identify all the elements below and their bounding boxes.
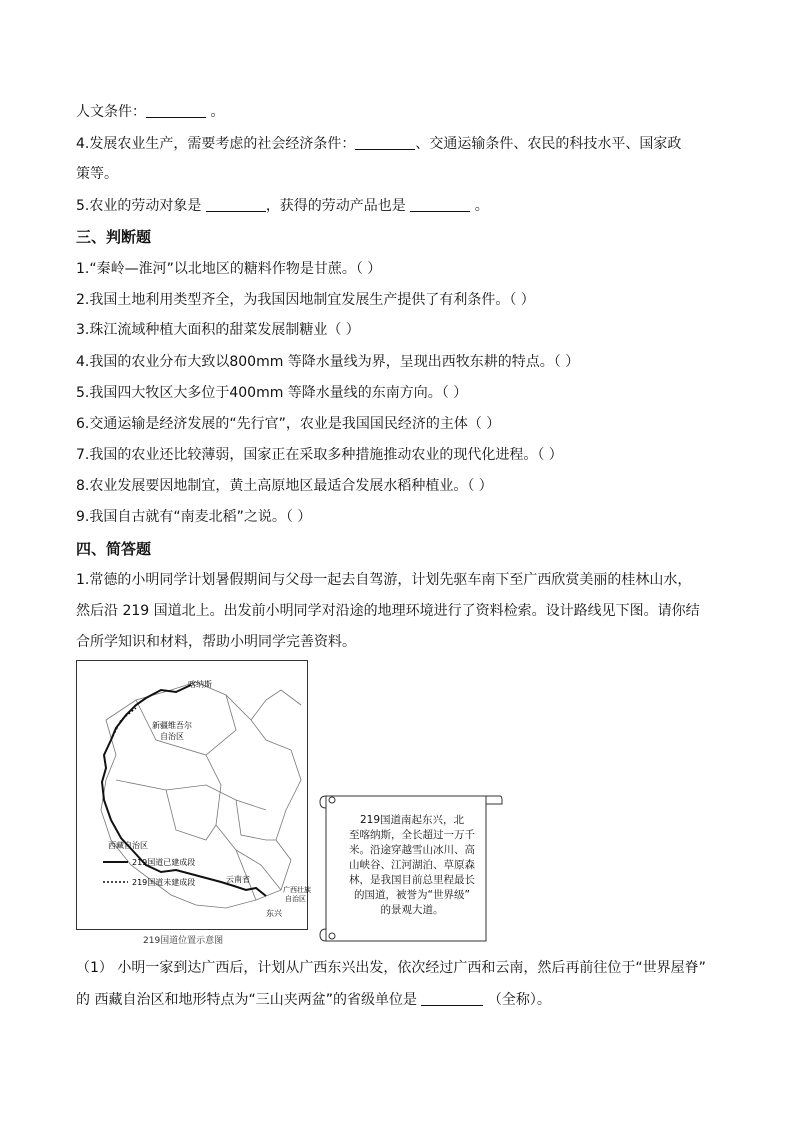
text: 4.发展农业生产，需要考虑的社会经济条件： — [76, 136, 356, 152]
judgment-item-3: 3.珠江流域种植大面积的甜菜发展制糖业（ ） — [76, 322, 360, 338]
subquestion-1-line-1: （1） 小明一家到达广西后，计划从广西东兴出发，依次经过广西和云南，然后再前往位于“世界屋脊” — [76, 960, 706, 976]
legend-unbuilt-label: 219国道未建成段 — [132, 878, 196, 887]
text: 策等。 — [76, 166, 118, 182]
scroll-text: 219国道南起东兴，北 至喀纳斯，全长超过一万千 米。沿途穿越雪山冰川、高 山峡谷、江河湖泊、草原森 林，是我国目前总里程最长 的国道，被誉为“世界级” 的景观大道。 — [349, 814, 475, 916]
text: 5.农业的劳动对象是 — [76, 198, 202, 214]
route-219-map — [76, 660, 311, 930]
label-guangxi-2: 自治区 — [285, 895, 306, 903]
question-4-line-2 — [76, 164, 118, 184]
label-dongxing: 东兴 — [266, 909, 282, 918]
label-guangxi-1: 广西壮族 — [283, 886, 311, 894]
question-1-line-3: 合所学知识和材料，帮助小明同学完善资料。 — [76, 634, 356, 650]
question-5 — [76, 196, 489, 216]
text: 的 西藏自治区和地形特点为“三山夹两盆”的省级单位是 — [76, 992, 417, 1008]
judgment-item-5: 5.我国四大牧区大多位于400mm 等降水量线的东南方向。（ ） — [76, 385, 468, 401]
judgment-item-4: 4.我国的农业分布大致以800mm 等降水量线为界，呈现出西牧东耕的特点。（ ） — [76, 354, 580, 370]
label-tibet: 西藏自治区 — [108, 841, 148, 850]
question-1-line-1: 1.常德的小明同学计划暑假期间与父母一起去自驾游，计划先驱车南下至广西欣赏美丽的桂林山水， — [76, 572, 692, 588]
question-4-line-1 — [76, 134, 681, 154]
answer-blank[interactable] — [421, 991, 483, 1006]
legend-built-label: 219国道已建成段 — [132, 858, 196, 867]
section-heading-judgment: 三、判断题 — [76, 228, 152, 246]
answer-blank[interactable] — [410, 197, 470, 212]
text: （全称）。 — [487, 992, 551, 1008]
map-caption: 219国道位置示意图 — [143, 936, 224, 946]
label-xinjiang-2: 自治区 — [160, 732, 184, 741]
judgment-item-1: 1.“秦岭—淮河”以北地区的糖料作物是甘蔗。（ ） — [76, 261, 382, 277]
subquestion-1-line-2 — [76, 990, 551, 1010]
label-yunnan: 云南省 — [226, 875, 250, 884]
answer-blank[interactable] — [355, 135, 415, 150]
text: 。 — [210, 104, 225, 120]
text: 、交通运输条件、农民的科技水平、国家政 — [415, 136, 682, 152]
text: ，获得的劳动产品也是 — [265, 198, 406, 214]
answer-blank[interactable] — [146, 103, 206, 118]
label-kanas: 喀纳斯 — [188, 680, 212, 689]
section-heading-short-answer: 四、简答题 — [76, 540, 152, 558]
answer-blank[interactable] — [206, 197, 266, 212]
judgment-item-2: 2.我国土地利用类型齐全，为我国因地制宜发展生产提供了有利条件。（ ） — [76, 292, 535, 308]
judgment-item-9: 9.我国自古就有“南麦北稻”之说。（ ） — [76, 509, 312, 525]
text: 人文条件： — [76, 104, 146, 120]
question-1-line-2: 然后沿 219 国道北上。出发前小明同学对沿途的地理环境进行了资料检索。设计路线见下图。请你结 — [76, 603, 700, 619]
line-humanistic — [76, 102, 224, 122]
judgment-item-6: 6.交通运输是经济发展的“先行官”，农业是我国国民经济的主体（ ） — [76, 416, 501, 432]
label-xinjiang-1: 新疆维吾尔 — [152, 721, 192, 730]
judgment-item-8: 8.农业发展要因地制宜，黄土高原地区最适合发展水稻种植业。（ ） — [76, 478, 493, 494]
judgment-item-7: 7.我国的农业还比较薄弱，国家正在采取多种措施推动农业的现代化进程。（ ） — [76, 447, 563, 463]
text: 。 — [474, 198, 489, 214]
